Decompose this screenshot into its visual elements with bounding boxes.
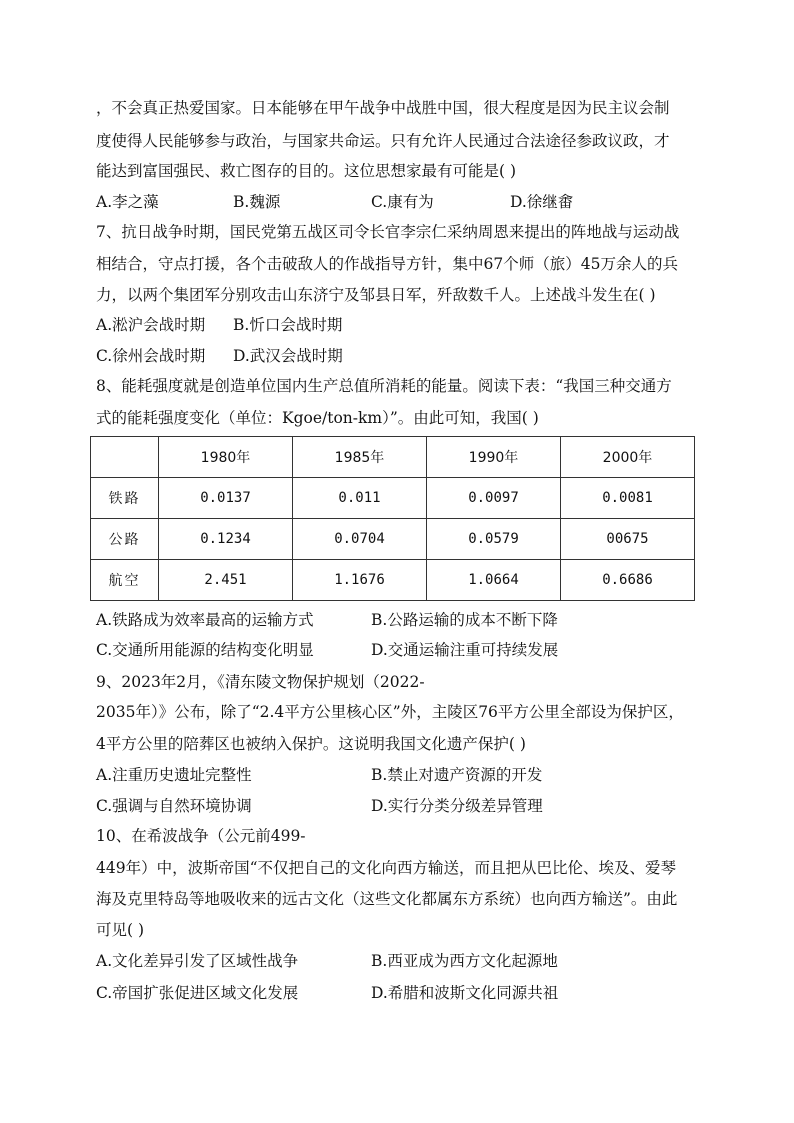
q9-option-c: C.强调与自然环境协调 bbox=[96, 797, 252, 815]
q10-line-1: 10、在希波战争（公元前499- bbox=[96, 827, 306, 845]
q9-line-1: 9、2023年2月，《清东陵文物保护规划（2022- bbox=[96, 673, 425, 691]
q8-option-a: A.铁路成为效率最高的运输方式 bbox=[96, 611, 314, 629]
table-cell: 1.0664 bbox=[427, 560, 561, 601]
q10-option-b: B.西亚成为西方文化起源地 bbox=[371, 952, 558, 970]
table-corner-cell bbox=[91, 437, 159, 478]
table-cell: 2.451 bbox=[159, 560, 293, 601]
q6-line-2: 度使得人民能够参与政治，与国家共命运。只有允许人民通过合法途径参政议政，才 bbox=[96, 132, 670, 150]
q8-option-b: B.公路运输的成本不断下降 bbox=[371, 611, 558, 629]
row-header: 航空 bbox=[91, 560, 159, 601]
q6-option-a: A.李之藻 bbox=[96, 193, 159, 211]
q10-option-a: A.文化差异引发了区域性战争 bbox=[96, 952, 299, 970]
q7-option-d: D.武汉会战时期 bbox=[233, 347, 343, 365]
q8-option-c: C.交通所用能源的结构变化明显 bbox=[96, 641, 314, 659]
q6-option-b: B.魏源 bbox=[233, 193, 281, 211]
q6-option-c: C.康有为 bbox=[371, 193, 434, 211]
q10-option-d: D.希腊和波斯文化同源共祖 bbox=[371, 984, 559, 1002]
energy-intensity-table bbox=[90, 436, 695, 601]
q6-option-d: D.徐继畬 bbox=[510, 193, 574, 211]
table-cell: 0.0704 bbox=[293, 519, 427, 560]
q7-option-c: C.徐州会战时期 bbox=[96, 347, 206, 365]
q10-option-c: C.帝国扩张促进区域文化发展 bbox=[96, 984, 299, 1002]
q8-option-d: D.交通运输注重可持续发展 bbox=[371, 641, 559, 659]
table-cell: 0.011 bbox=[293, 478, 427, 519]
table-cell: 1.1676 bbox=[293, 560, 427, 601]
q10-line-4: 可见( ) bbox=[96, 921, 145, 939]
q7-line-2: 相结合，守点打援，各个击破敌人的作战指导方针，集中67个师（旅）45万余人的兵 bbox=[96, 255, 678, 273]
q9-option-d: D.实行分类分级差异管理 bbox=[371, 797, 543, 815]
table-row bbox=[91, 478, 695, 519]
column-header: 1990年 bbox=[427, 437, 561, 478]
table-header-row bbox=[91, 437, 695, 478]
table-cell: 0.6686 bbox=[561, 560, 695, 601]
q7-option-b: B.忻口会战时期 bbox=[233, 316, 343, 334]
table-cell: 0.0137 bbox=[159, 478, 293, 519]
q10-line-3: 海及克里特岛等地吸收来的远古文化（这些文化都属东方系统）也向西方输送”。由此 bbox=[96, 890, 678, 908]
table-cell: 0.0097 bbox=[427, 478, 561, 519]
q8-line-2: 式的能耗强度变化（单位：Kgoe/ton-km）”。由此可知，我国( ) bbox=[96, 409, 539, 427]
q9-line-2: 2035年）》公布，除了“2.4平方公里核心区”外，主陵区76平方公里全部设为保护区， bbox=[96, 703, 684, 721]
q9-option-a: A.注重历史遗址完整性 bbox=[96, 766, 252, 784]
q8-line-1: 8、能耗强度就是创造单位国内生产总值所消耗的能量。阅读下表：“我国三种交通方 bbox=[96, 377, 672, 395]
q10-line-2: 449年）中，波斯帝国“不仅把自己的文化向西方输送，而且把从巴比伦、埃及、爱琴 bbox=[96, 859, 677, 877]
table-cell: 0.0579 bbox=[427, 519, 561, 560]
table-row bbox=[91, 560, 695, 601]
table-cell: 0.1234 bbox=[159, 519, 293, 560]
column-header: 2000年 bbox=[561, 437, 695, 478]
row-header: 公路 bbox=[91, 519, 159, 560]
q9-option-b: B.禁止对遗产资源的开发 bbox=[371, 766, 543, 784]
q6-line-3: 能达到富国强民、救亡图存的目的。这位思想家最有可能是( ) bbox=[96, 162, 517, 180]
q7-line-1: 7、抗日战争时期，国民党第五战区司令长官李宗仁采纳周恩来提出的阵地战与运动战 bbox=[96, 223, 680, 241]
column-header: 1980年 bbox=[159, 437, 293, 478]
q7-line-3: 力，以两个集团军分别攻击山东济宁及邹县日军，歼敌数千人。上述战斗发生在( ) bbox=[96, 286, 656, 304]
q7-option-a: A.淞沪会战时期 bbox=[96, 316, 206, 334]
q6-line-1: ，不会真正热爱国家。日本能够在甲午战争中战胜中国，很大程度是因为民主议会制 bbox=[96, 99, 670, 117]
column-header: 1985年 bbox=[293, 437, 427, 478]
row-header: 铁路 bbox=[91, 478, 159, 519]
q9-line-3: 4平方公里的陪葬区也被纳入保护。这说明我国文化遗产保护( ) bbox=[96, 735, 526, 753]
table-cell: 00675 bbox=[561, 519, 695, 560]
table-row bbox=[91, 519, 695, 560]
table-cell: 0.0081 bbox=[561, 478, 695, 519]
